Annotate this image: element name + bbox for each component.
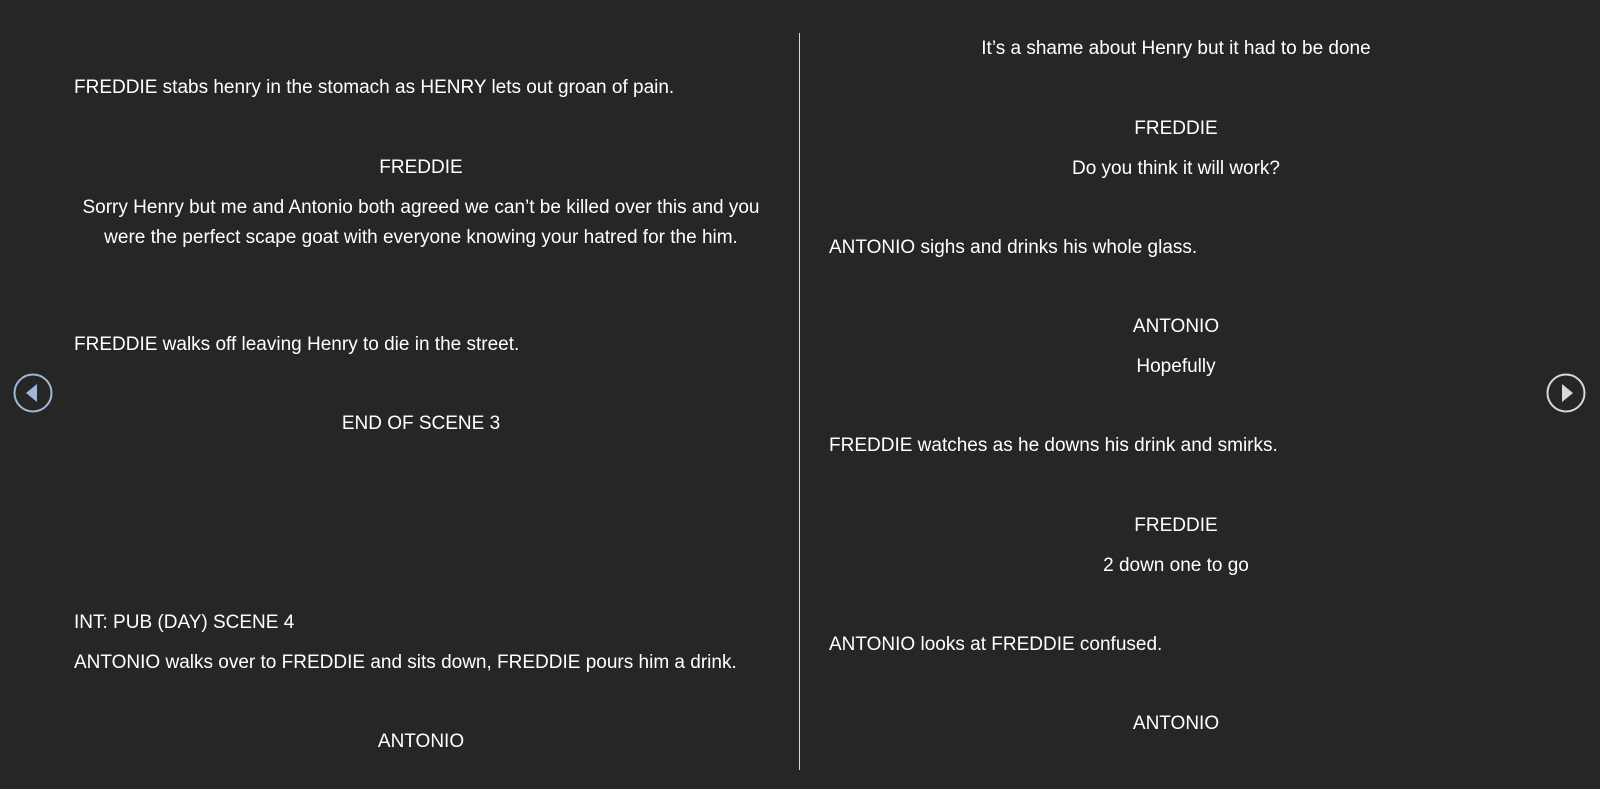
action-line: ANTONIO walks over to FREDDIE and sits down, FREDDIE pours him a drink. — [74, 652, 737, 673]
character-name: ANTONIO — [1132, 713, 1220, 734]
left-page — [74, 0, 768, 789]
scene-end-marker: END OF SCENE 3 — [341, 413, 501, 434]
dialogue-line: 2 down one to go — [1103, 555, 1249, 576]
next-page-button[interactable] — [1546, 373, 1586, 413]
chevron-left-circle-icon — [13, 373, 53, 413]
action-line: ANTONIO sighs and drinks his whole glass. — [829, 237, 1198, 258]
chevron-right-circle-icon — [1546, 373, 1586, 413]
action-line: FREDDIE stabs henry in the stomach as HENRY lets out groan of pain. — [74, 77, 675, 98]
dialogue-line: Hopefully — [1136, 356, 1216, 377]
character-name: FREDDIE — [1134, 515, 1218, 536]
action-line: ANTONIO looks at FREDDIE confused. — [829, 634, 1163, 655]
character-name: FREDDIE — [1134, 118, 1218, 139]
dialogue-line: Sorry Henry but me and Antonio both agreed we can’t be killed over this and you were the perfect scape goat with everyone knowing your hatred for the him. — [82, 197, 760, 248]
page-divider — [799, 33, 800, 770]
previous-page-button[interactable] — [13, 373, 53, 413]
action-line: FREDDIE watches as he downs his drink and smirks. — [829, 435, 1278, 456]
dialogue-line: Do you think it will work? — [1071, 158, 1281, 179]
right-page — [829, 0, 1523, 789]
action-line: FREDDIE walks off leaving Henry to die in the street. — [74, 334, 520, 355]
character-name: ANTONIO — [377, 731, 465, 752]
character-name: ANTONIO — [1132, 316, 1220, 337]
scene-heading: INT: PUB (DAY) SCENE 4 — [74, 612, 295, 633]
dialogue-line: It’s a shame about Henry but it had to be done — [981, 38, 1371, 59]
character-name: FREDDIE — [379, 157, 463, 178]
